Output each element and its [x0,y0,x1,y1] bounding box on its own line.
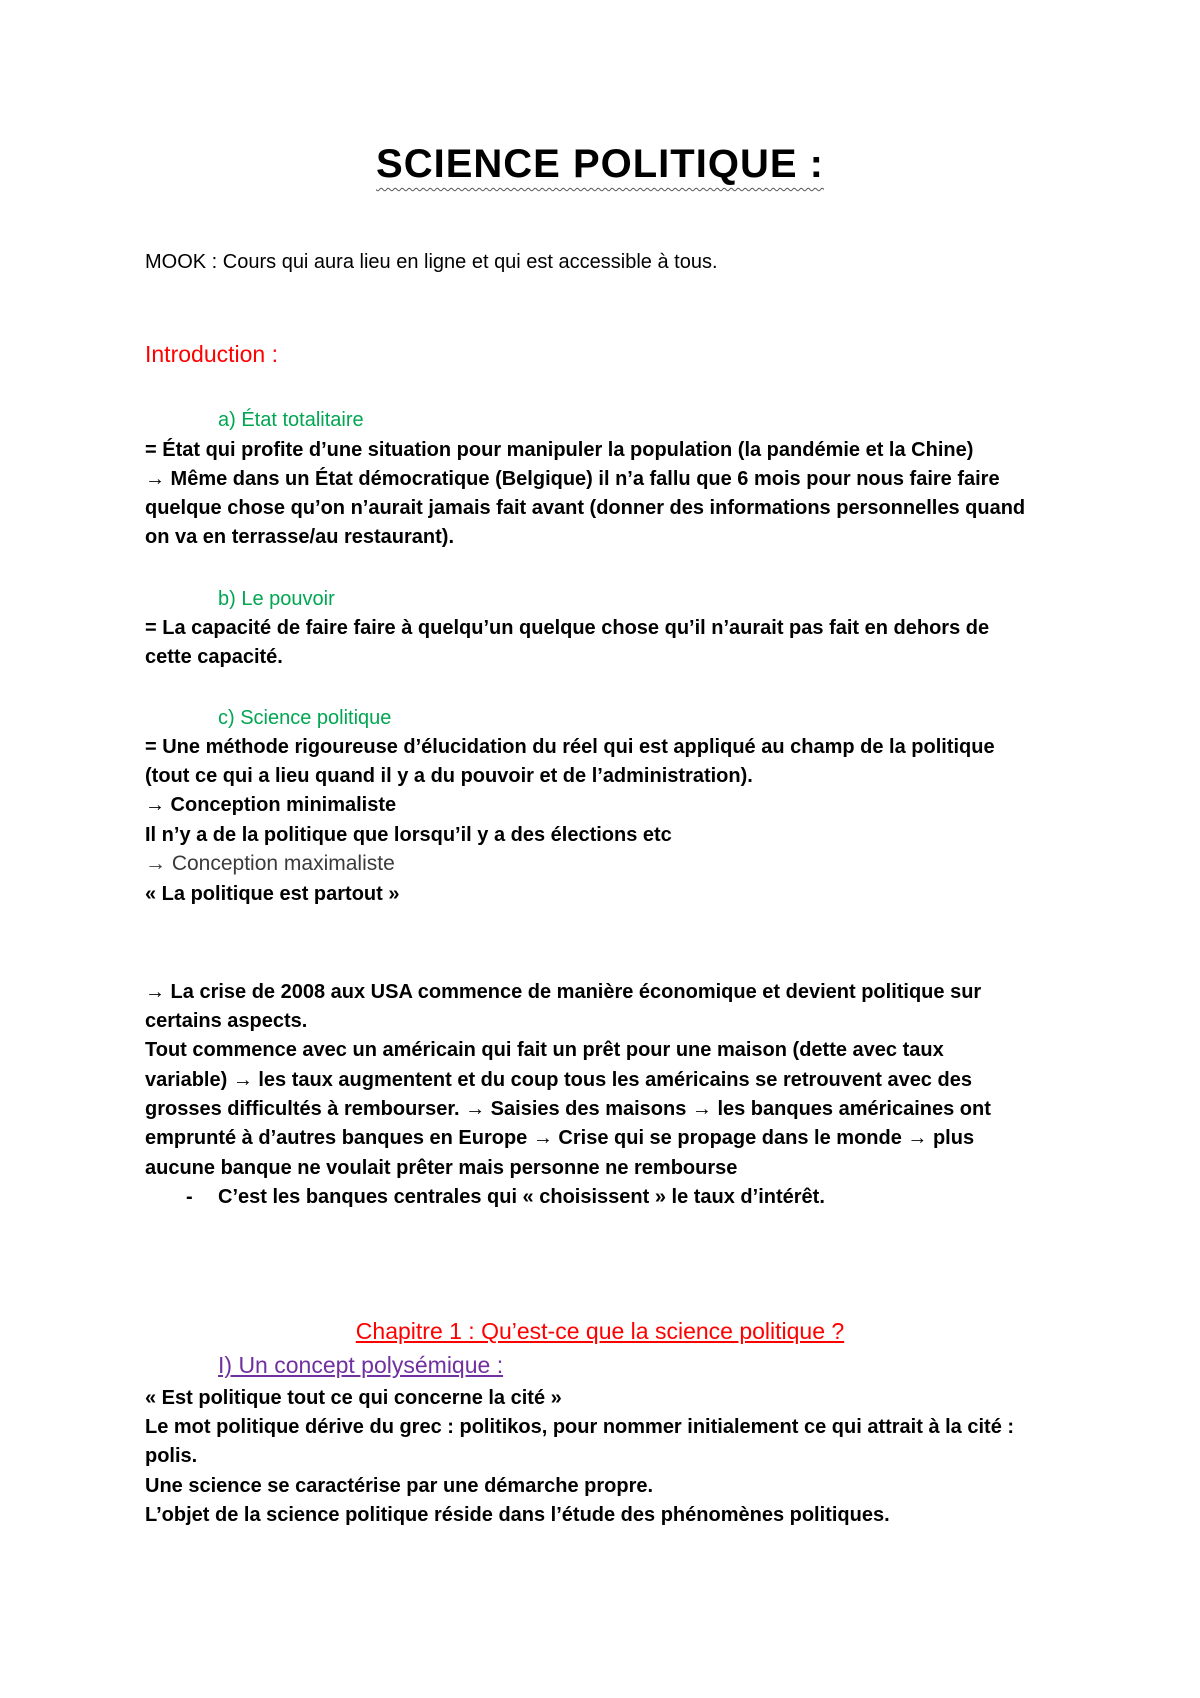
chapter-heading: Chapitre 1 : Qu’est-ce que la science politique ? [355,1318,845,1344]
paragraph-line: variable) → les taux augmentent et du coup tous les américains se retrouvent avec des [145,1069,972,1091]
document-title: SCIENCE POLITIQUE : [376,142,824,186]
paragraph-line: = La capacité de faire faire à quelqu’un quelque chose qu’il n’aurait pas fait en dehors de [145,617,990,639]
introduction-heading: Introduction : [145,341,278,367]
paragraph-line: L’objet de la science politique réside dans l’étude des phénomènes politiques. [145,1504,890,1526]
paragraph-line: = État qui profite d’une situation pour manipuler la population (la pandémie et la Chine) [145,439,974,461]
paragraph-line: polis. [145,1445,198,1467]
paragraph-line: quelque chose qu’on n’aurait jamais fait avant (donner des informations personnelles quand [145,497,1026,519]
paragraph-line: Une science se caractérise par une démarche propre. [145,1475,654,1497]
paragraph-line: certains aspects. [145,1010,308,1032]
paragraph-line: Le mot politique dérive du grec : politikos, pour nommer initialement ce qui attrait à la cité : [145,1416,1015,1438]
paragraph-line: « Est politique tout ce qui concerne la cité » [145,1387,562,1409]
paragraph-line: → La crise de 2008 aux USA commence de manière économique et devient politique sur [145,981,982,1003]
paragraph-line: = Une méthode rigoureuse d’élucidation du réel qui est appliqué au champ de la politique [145,736,995,758]
paragraph-line: → Conception minimaliste [145,794,397,816]
paragraph-line: → Même dans un État démocratique (Belgique) il n’a fallu que 6 mois pour nous faire faire [145,468,1000,490]
subheading-science-politique: c) Science politique [218,707,392,729]
paragraph-line: Il n’y a de la politique que lorsqu’il y a des élections etc [145,824,672,846]
paragraph-line: (tout ce qui a lieu quand il y a du pouvoir et de l’administration). [145,765,753,787]
paragraph-line: grosses difficultés à rembourser. → Saisies des maisons → les banques américaines ont [145,1098,991,1120]
bullet-item [186,1183,825,1211]
paragraph-line: « La politique est partout » [145,883,400,905]
paragraph-line: → Conception maximaliste [145,852,395,875]
paragraph-line: cette capacité. [145,646,283,668]
bullet-dash: - [186,1186,193,1208]
bullet-text: C’est les banques centrales qui « choisissent » le taux d’intérêt. [218,1186,825,1208]
paragraph-line: aucune banque ne voulait prêter mais personne ne rembourse [145,1157,738,1179]
paragraph-line: Tout commence avec un américain qui fait un prêt pour une maison (dette avec taux [145,1039,944,1061]
paragraph-line: on va en terrasse/au restaurant). [145,526,455,548]
paragraph-line: emprunté à d’autres banques en Europe → Crise qui se propage dans le monde → plus [145,1127,975,1149]
mook-definition: MOOK : Cours qui aura lieu en ligne et qui est accessible à tous. [145,251,718,273]
subheading-etat-totalitaire: a) État totalitaire [218,409,364,431]
subheading-le-pouvoir: b) Le pouvoir [218,588,335,610]
section-heading: I) Un concept polysémique : [218,1352,504,1378]
